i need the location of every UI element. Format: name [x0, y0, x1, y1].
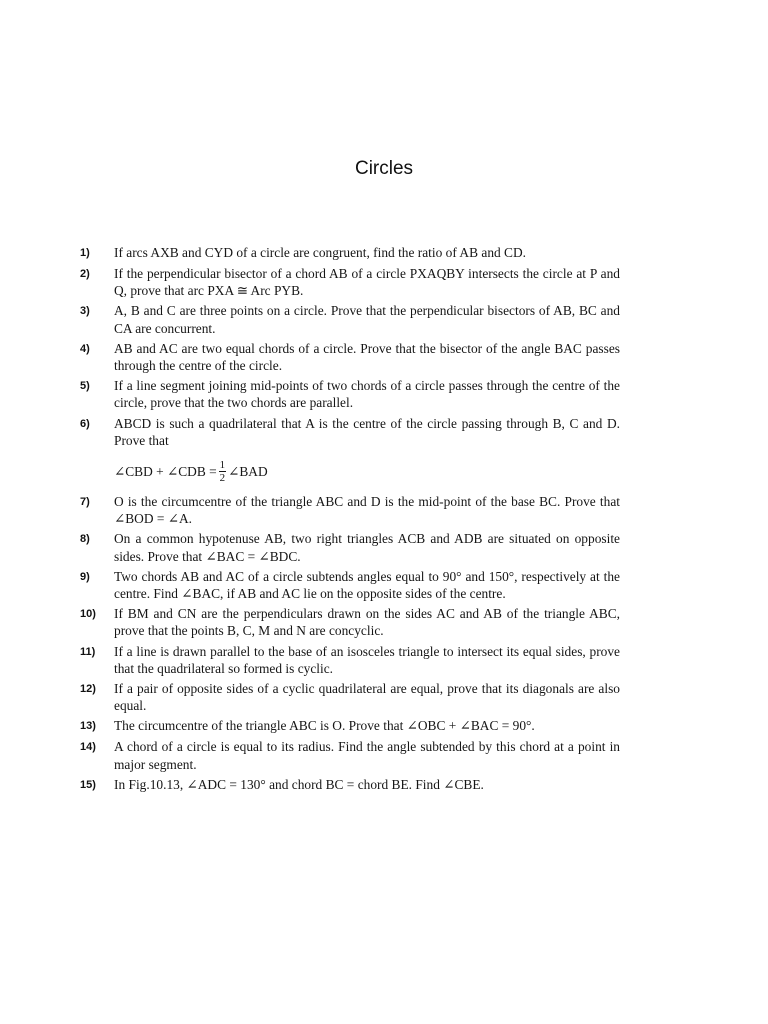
question-item [80, 493, 620, 527]
question-item [80, 265, 620, 299]
question-number: 6) [80, 417, 90, 430]
question-text: If arcs AXB and CYD of a circle are congruent, find the ratio of AB and CD. [114, 245, 527, 260]
question-number: 11) [80, 645, 96, 658]
question-text: In Fig.10.13, ∠ADC = 130° and chord BC = chord BE. Find ∠CBE. [114, 776, 484, 792]
question-number: 9) [80, 570, 90, 583]
question-text: Two chords AB and AC of a circle subtends angles equal to 90° and 150°, respectively at the centre. Find ∠BAC, if AB and AC lie on the opposite sides of the centre. [114, 568, 620, 602]
question-item [80, 244, 620, 262]
question-number: 7) [80, 496, 90, 509]
fraction-numerator: 1 [219, 459, 226, 472]
question-item [80, 568, 620, 602]
question-item [80, 340, 620, 374]
question-text: The circumcentre of the triangle ABC is O. Prove that ∠OBC + ∠BAC = 90°. [114, 718, 535, 734]
question-text: If a pair of opposite sides of a cyclic quadrilateral are equal, prove that its diagonals are also equal. [114, 681, 620, 714]
page-title: Circles [354, 158, 414, 179]
question-number: 12) [80, 683, 96, 696]
question-number: 15) [80, 778, 96, 791]
question-item [80, 776, 620, 794]
fraction-denominator: 2 [219, 472, 226, 485]
question-number: 10) [80, 608, 96, 621]
question-item [80, 377, 620, 411]
question-item [80, 643, 620, 677]
formula-left: ∠CBD + ∠CDB = [114, 463, 217, 479]
question-number: 5) [80, 380, 90, 393]
question-number: 14) [80, 741, 96, 754]
question-item [80, 738, 620, 772]
question-number: 13) [80, 720, 96, 733]
question-number: 3) [80, 305, 90, 318]
question-item [80, 302, 620, 336]
question-text: AB and AC are two equal chords of a circle. Prove that the bisector of the angle BAC passes through the centre of the circle. [114, 340, 620, 374]
question-text: If a line segment joining mid-points of two chords of a circle passes through the centre of the circle, prove that the two chords are parallel. [114, 378, 620, 411]
question-text: ABCD is such a quadrilateral that A is the centre of the circle passing through B, C and D. Prove that [114, 415, 620, 448]
question-text: A chord of a circle is equal to its radius. Find the angle subtended by this chord at a point in major segment. [114, 739, 620, 772]
formula [114, 459, 620, 484]
question-item [80, 717, 620, 735]
question-list [80, 244, 620, 797]
fraction [219, 459, 227, 484]
question-number: 2) [80, 268, 90, 280]
question-item [80, 680, 620, 714]
question-text: If a line is drawn parallel to the base of an isosceles triangle to intersect its equal sides, prove that the quadrilateral so formed is cyclic. [114, 643, 620, 676]
question-item [80, 415, 620, 490]
question-item [80, 530, 620, 564]
question-text: A, B and C are three points on a circle. Prove that the perpendicular bisectors of AB, BC and CA are concurrent. [114, 303, 620, 336]
question-item [80, 605, 620, 639]
formula-right: ∠BAD [228, 463, 268, 479]
question-number: 1) [80, 247, 90, 259]
question-body [114, 415, 620, 490]
question-number: 8) [80, 533, 90, 546]
question-text: O is the circumcentre of the triangle ABC and D is the mid-point of the base BC. Prove that ∠BOD = ∠A. [114, 494, 620, 527]
question-text: If the perpendicular bisector of a chord AB of a circle PXAQBY intersects the circle at P and Q, prove that arc PXA ≅ Arc PYB. [114, 266, 620, 299]
question-number: 4) [80, 342, 90, 355]
question-text: If BM and CN are the perpendiculars drawn on the sides AC and AB of the triangle ABC, prove that the points B, C, M and N are concyclic. [114, 606, 620, 639]
question-text: On a common hypotenuse AB, two right triangles ACB and ADB are situated on opposite sides. Prove that ∠BAC = ∠BDC. [114, 531, 620, 564]
